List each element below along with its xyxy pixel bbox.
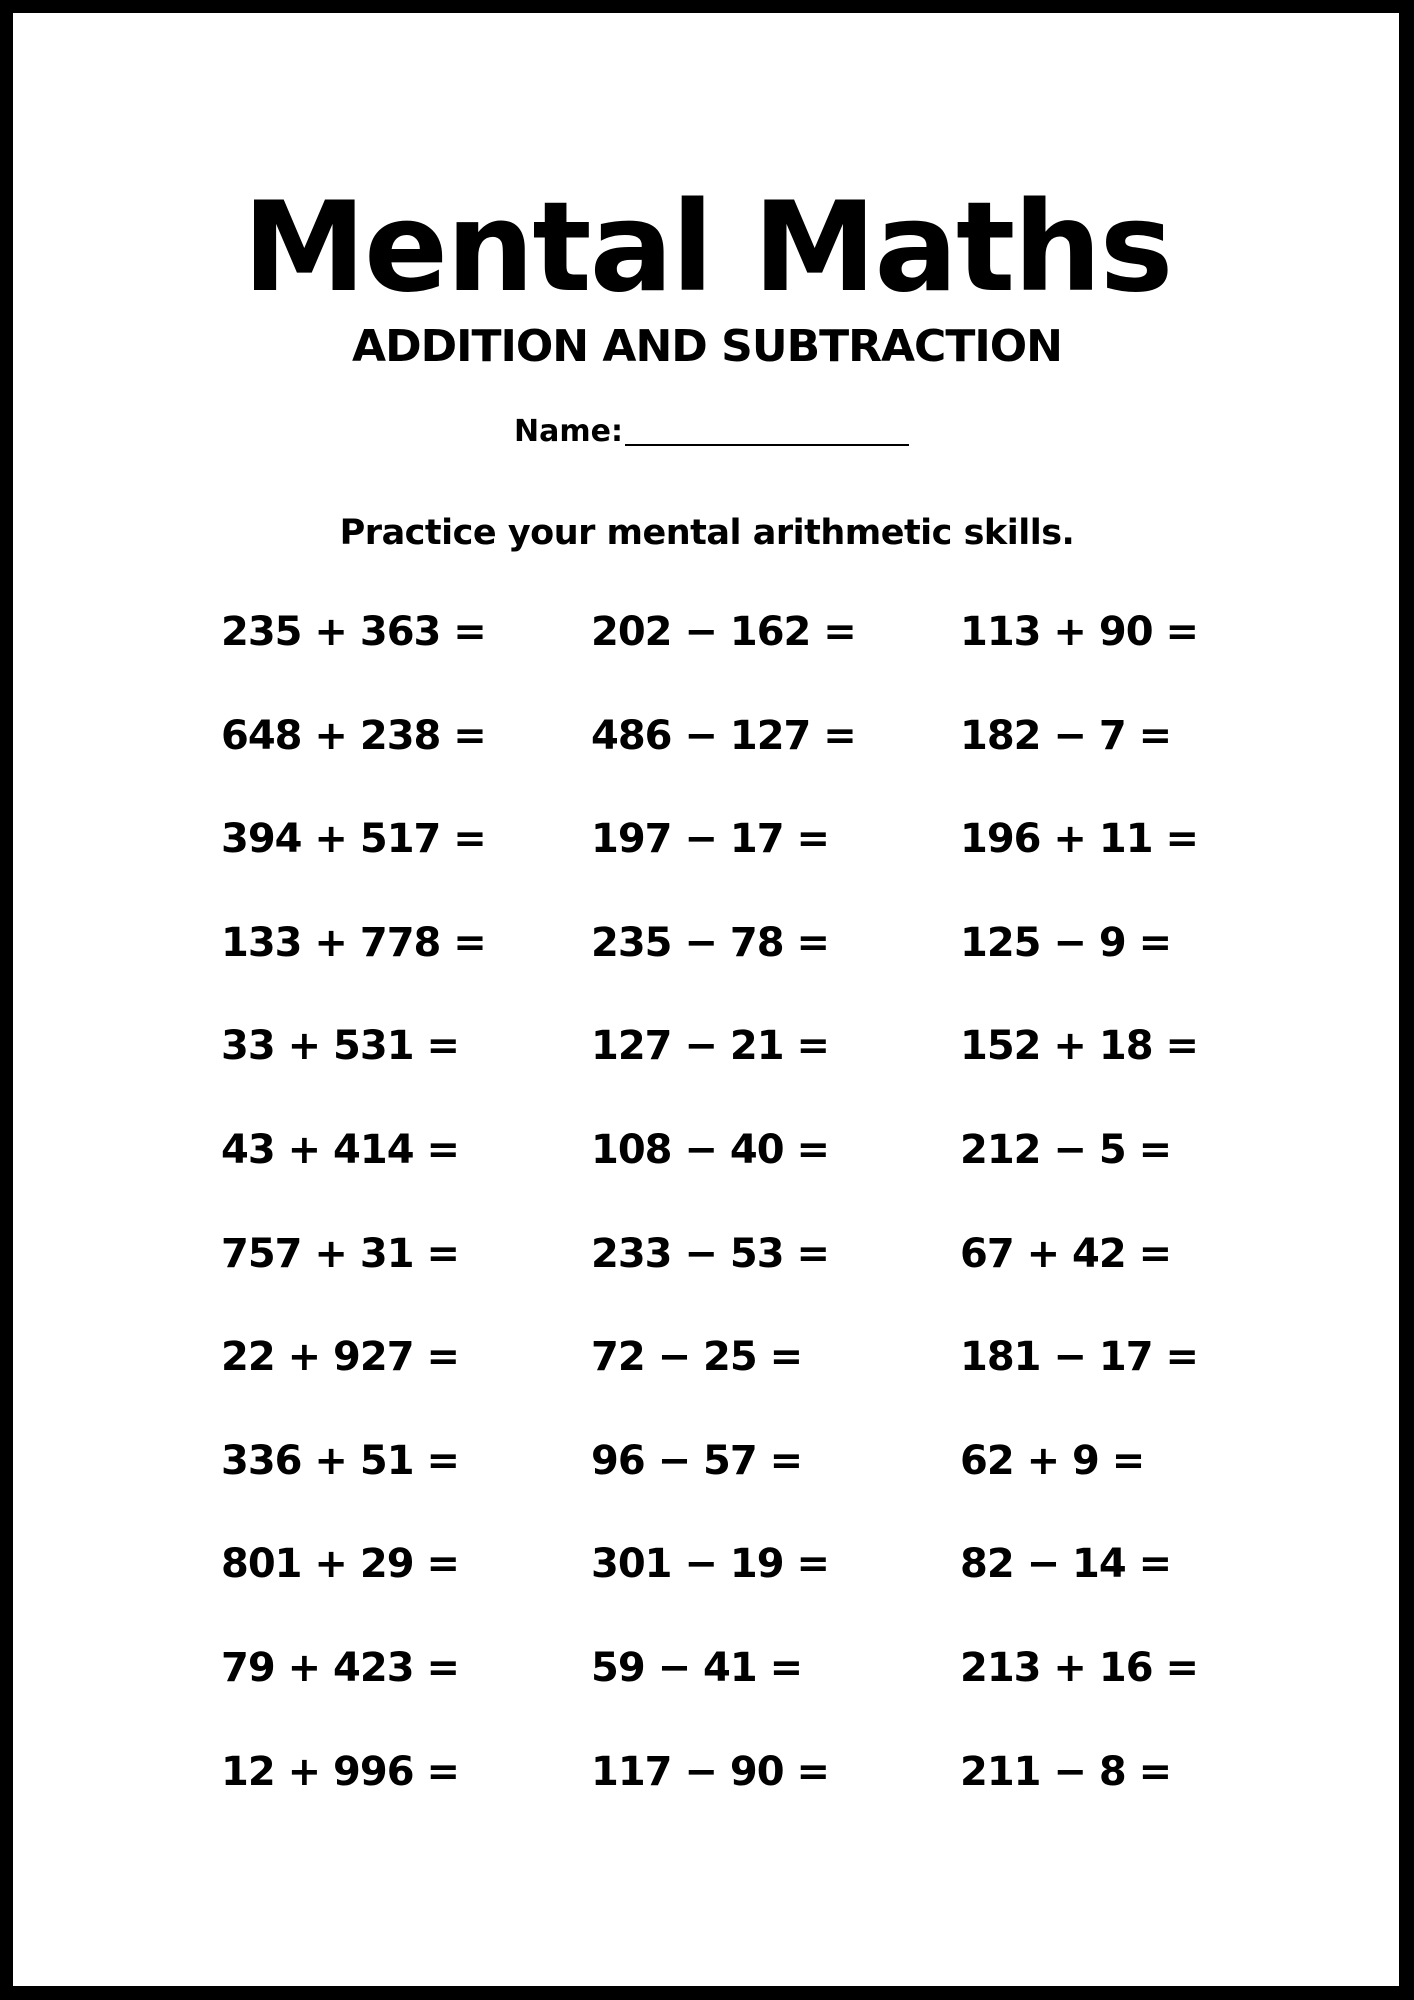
problem-item: 113 + 90 = (960, 609, 1198, 655)
problem-item: 79 + 423 = (221, 1645, 459, 1691)
problem-item: 757 + 31 = (221, 1231, 459, 1277)
problem-item: 22 + 927 = (221, 1334, 459, 1380)
instructions: Practice your mental arithmetic skills. (339, 513, 1075, 553)
problem-item: 301 − 19 = (591, 1541, 829, 1587)
problem-item: 211 − 8 = (960, 1749, 1172, 1795)
name-label: Name: (514, 414, 623, 449)
problem-item: 133 + 778 = (221, 920, 486, 966)
problem-item: 59 − 41 = (591, 1645, 803, 1691)
problem-item: 196 + 11 = (960, 816, 1198, 862)
problem-item: 152 + 18 = (960, 1023, 1198, 1069)
problem-item: 117 − 90 = (591, 1749, 829, 1795)
problem-item: 202 − 162 = (591, 609, 856, 655)
problem-item: 127 − 21 = (591, 1023, 829, 1069)
problem-item: 82 − 14 = (960, 1541, 1172, 1587)
problem-item: 12 + 996 = (221, 1749, 459, 1795)
problem-item: 62 + 9 = (960, 1438, 1145, 1484)
problem-item: 235 + 363 = (221, 609, 486, 655)
problem-item: 233 − 53 = (591, 1231, 829, 1277)
problem-item: 235 − 78 = (591, 920, 829, 966)
worksheet-subtitle: ADDITION AND SUBTRACTION (352, 321, 1062, 372)
problem-item: 197 − 17 = (591, 816, 829, 862)
problem-item: 336 + 51 = (221, 1438, 459, 1484)
problem-item: 108 − 40 = (591, 1127, 829, 1173)
problem-item: 67 + 42 = (960, 1231, 1172, 1277)
problem-item: 648 + 238 = (221, 713, 486, 759)
problem-item: 212 − 5 = (960, 1127, 1172, 1173)
problem-item: 486 − 127 = (591, 713, 856, 759)
problem-item: 801 + 29 = (221, 1541, 459, 1587)
worksheet-title: Mental Maths (242, 176, 1172, 320)
problem-item: 394 + 517 = (221, 816, 486, 862)
problem-item: 182 − 7 = (960, 713, 1172, 759)
problem-item: 125 − 9 = (960, 920, 1172, 966)
problem-item: 181 − 17 = (960, 1334, 1198, 1380)
problem-item: 72 − 25 = (591, 1334, 803, 1380)
problem-item: 96 − 57 = (591, 1438, 803, 1484)
problem-item: 213 + 16 = (960, 1645, 1198, 1691)
problem-item: 33 + 531 = (221, 1023, 459, 1069)
problem-item: 43 + 414 = (221, 1127, 459, 1173)
